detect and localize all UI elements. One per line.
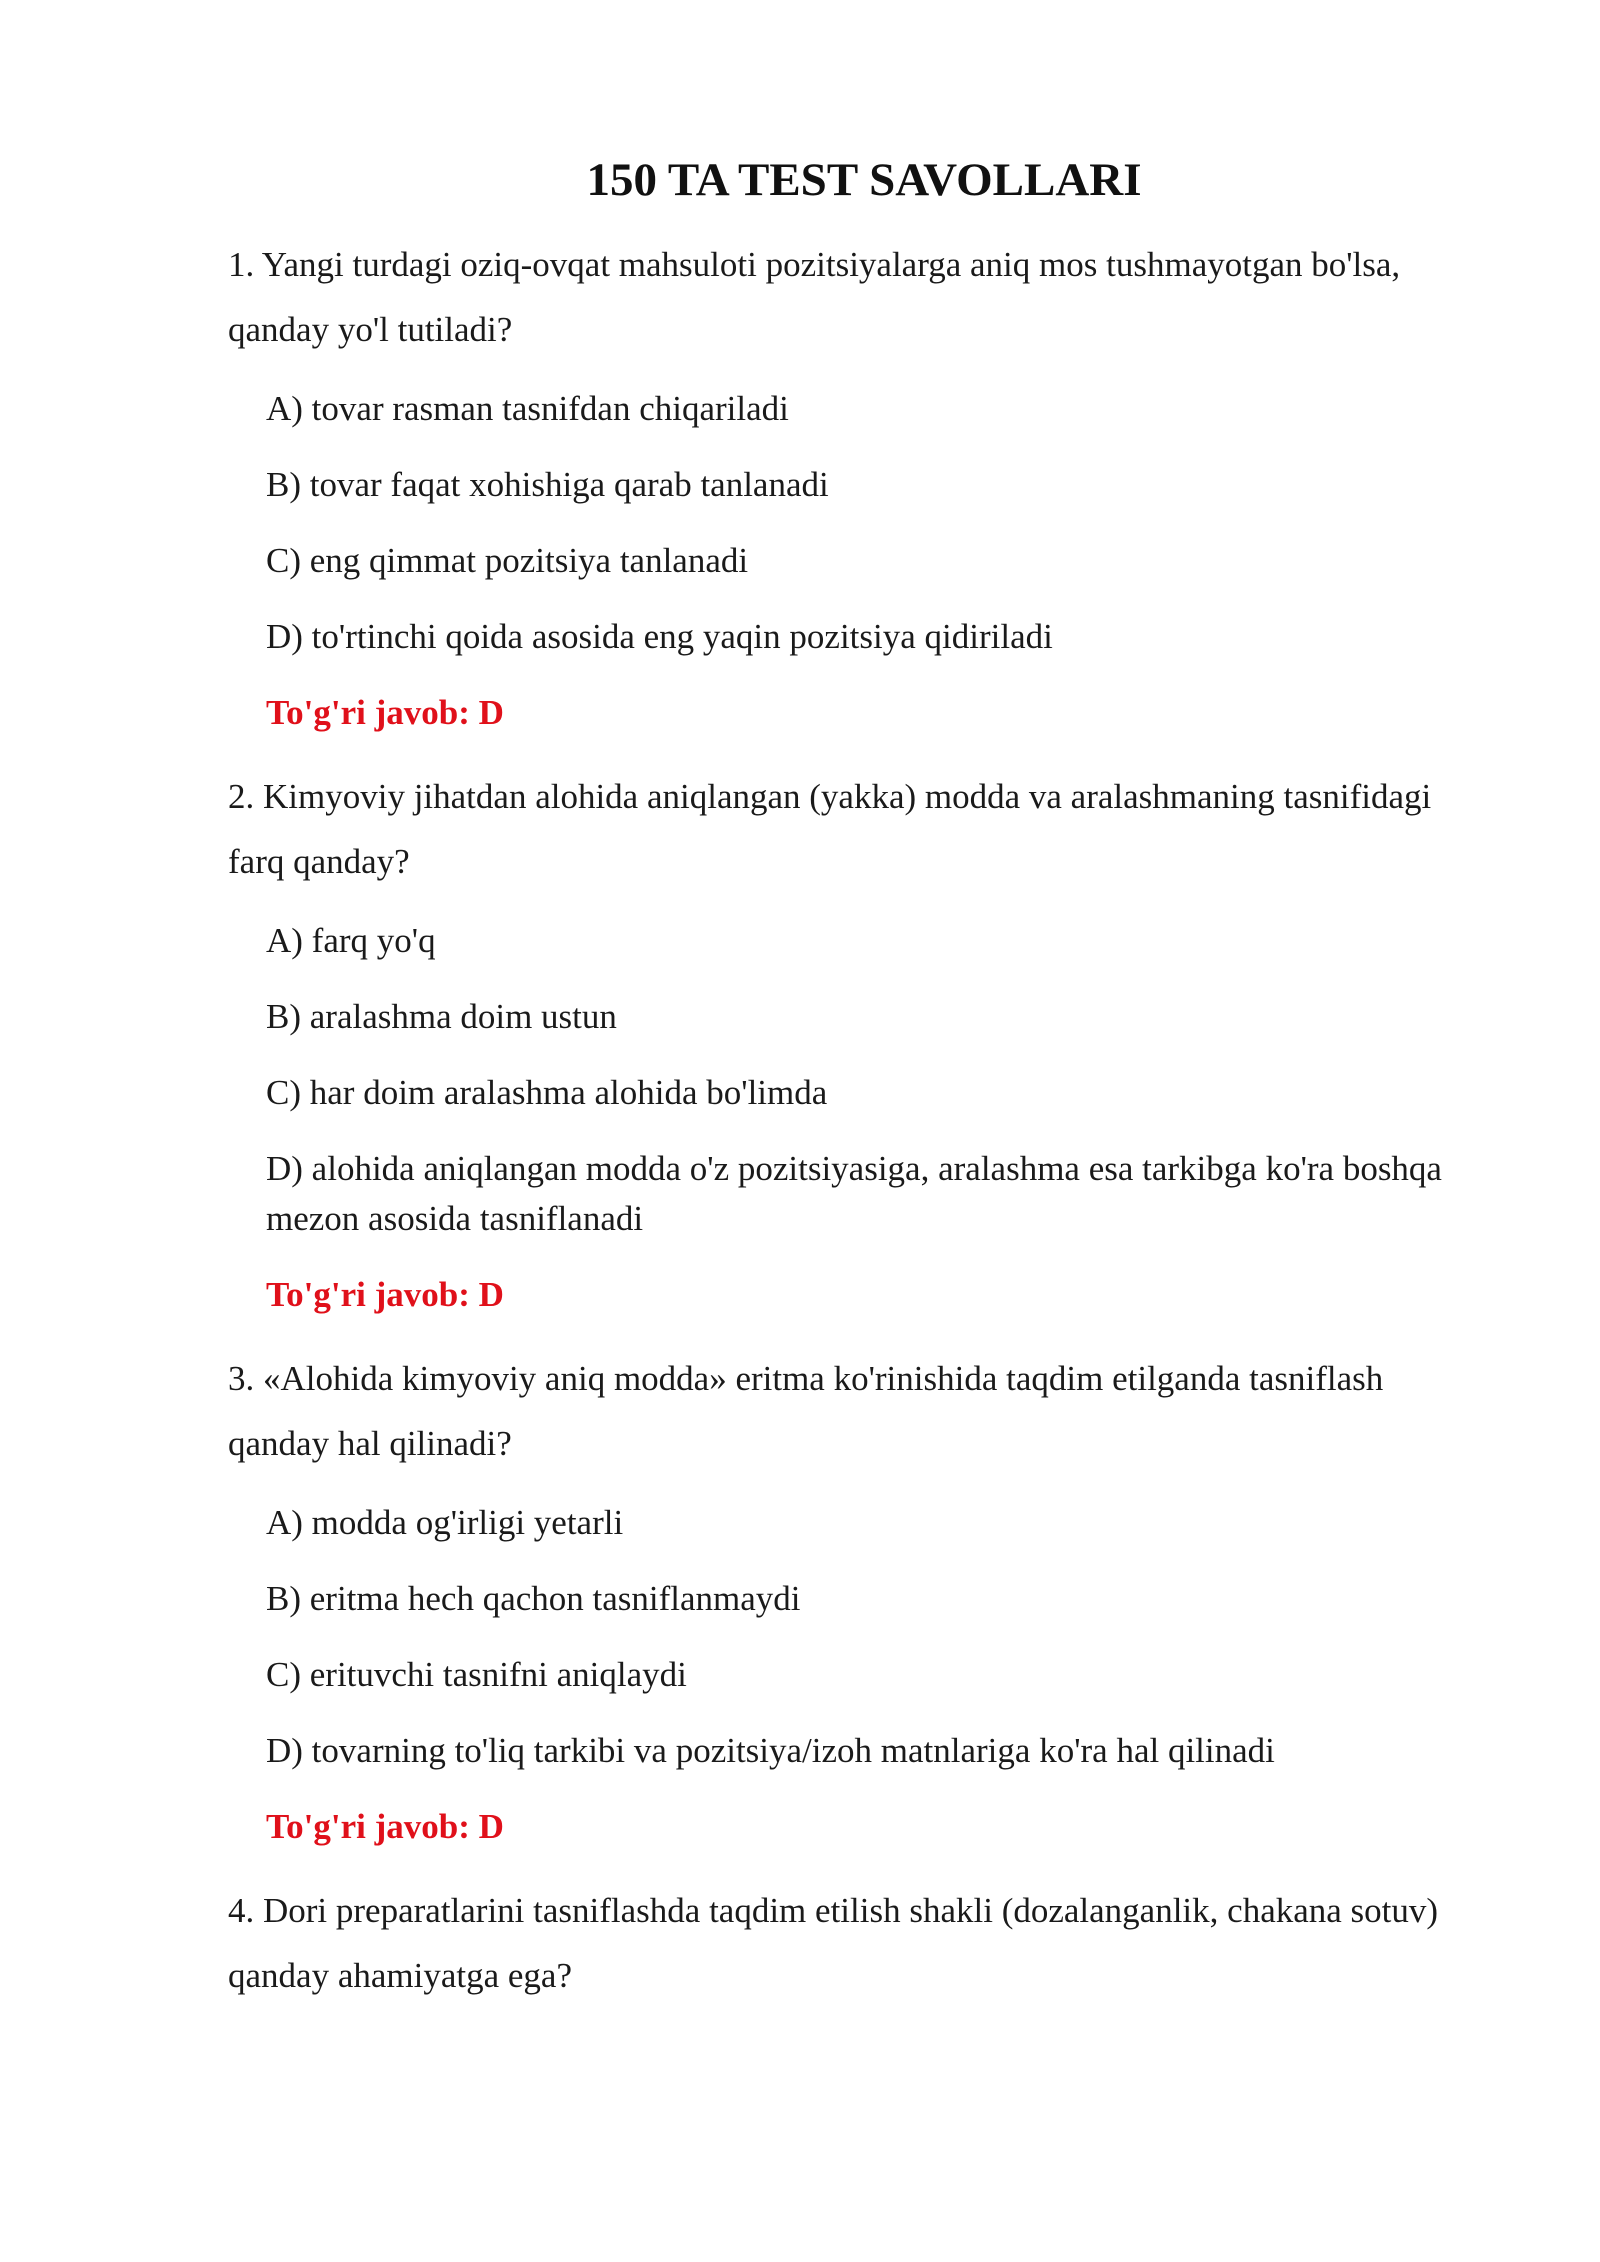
option-b: B) tovar faqat xohishiga qarab tanlanadi — [266, 465, 829, 504]
option-a: A) modda og'irligi yetarli — [266, 1503, 624, 1542]
question-text: 1. Yangi turdagi oziq-ovqat mahsuloti pozitsiyalarga aniq mos tushmayotgan bo'lsa, qanday yo'l tutiladi? — [228, 245, 1401, 349]
question-3 — [228, 1346, 1470, 1852]
correct-answer: To'g'ri javob: D — [266, 1275, 504, 1314]
option-c: C) eng qimmat pozitsiya tanlanadi — [266, 541, 749, 580]
option-d: D) alohida aniqlangan modda o'z pozitsiyasiga, aralashma esa tarkibga ko'ra boshqa mezon asosida tasniflanadi — [266, 1149, 1442, 1238]
question-4 — [228, 1878, 1470, 2008]
option-c: C) har doim aralashma alohida bo'limda — [266, 1073, 828, 1112]
option-a: A) tovar rasman tasnifdan chiqariladi — [266, 389, 789, 428]
answer-options — [228, 916, 1470, 1244]
question-1 — [228, 232, 1470, 738]
correct-answer: To'g'ri javob: D — [266, 1807, 504, 1846]
option-d: D) tovarning to'liq tarkibi va pozitsiya/izoh matnlariga ko'ra hal qilinadi — [266, 1731, 1275, 1770]
option-c: C) erituvchi tasnifni aniqlaydi — [266, 1655, 687, 1694]
question-2 — [228, 764, 1470, 1320]
question-text: 3. «Alohida kimyoviy aniq modda» eritma ko'rinishida taqdim etilganda tasniflash qanday hal qilinadi? — [228, 1359, 1384, 1463]
page-title: 150 TA TEST SAVOLLARI — [586, 154, 1142, 206]
answer-options — [228, 384, 1470, 662]
correct-answer: To'g'ri javob: D — [266, 693, 504, 732]
question-text: 4. Dori preparatlarini tasniflashda taqdim etilish shakli (dozalanganlik, chakana sotuv) qanday ahamiyatga ega? — [228, 1891, 1439, 1995]
option-d: D) to'rtinchi qoida asosida eng yaqin pozitsiya qidiriladi — [266, 617, 1053, 656]
option-b: B) eritma hech qachon tasniflanmaydi — [266, 1579, 801, 1618]
question-text: 2. Kimyoviy jihatdan alohida aniqlangan (yakka) modda va aralashmaning tasnifidagi farq qanday? — [228, 777, 1432, 881]
option-b: B) aralashma doim ustun — [266, 997, 617, 1036]
answer-options — [228, 1498, 1470, 1776]
option-a: A) farq yo'q — [266, 921, 436, 960]
